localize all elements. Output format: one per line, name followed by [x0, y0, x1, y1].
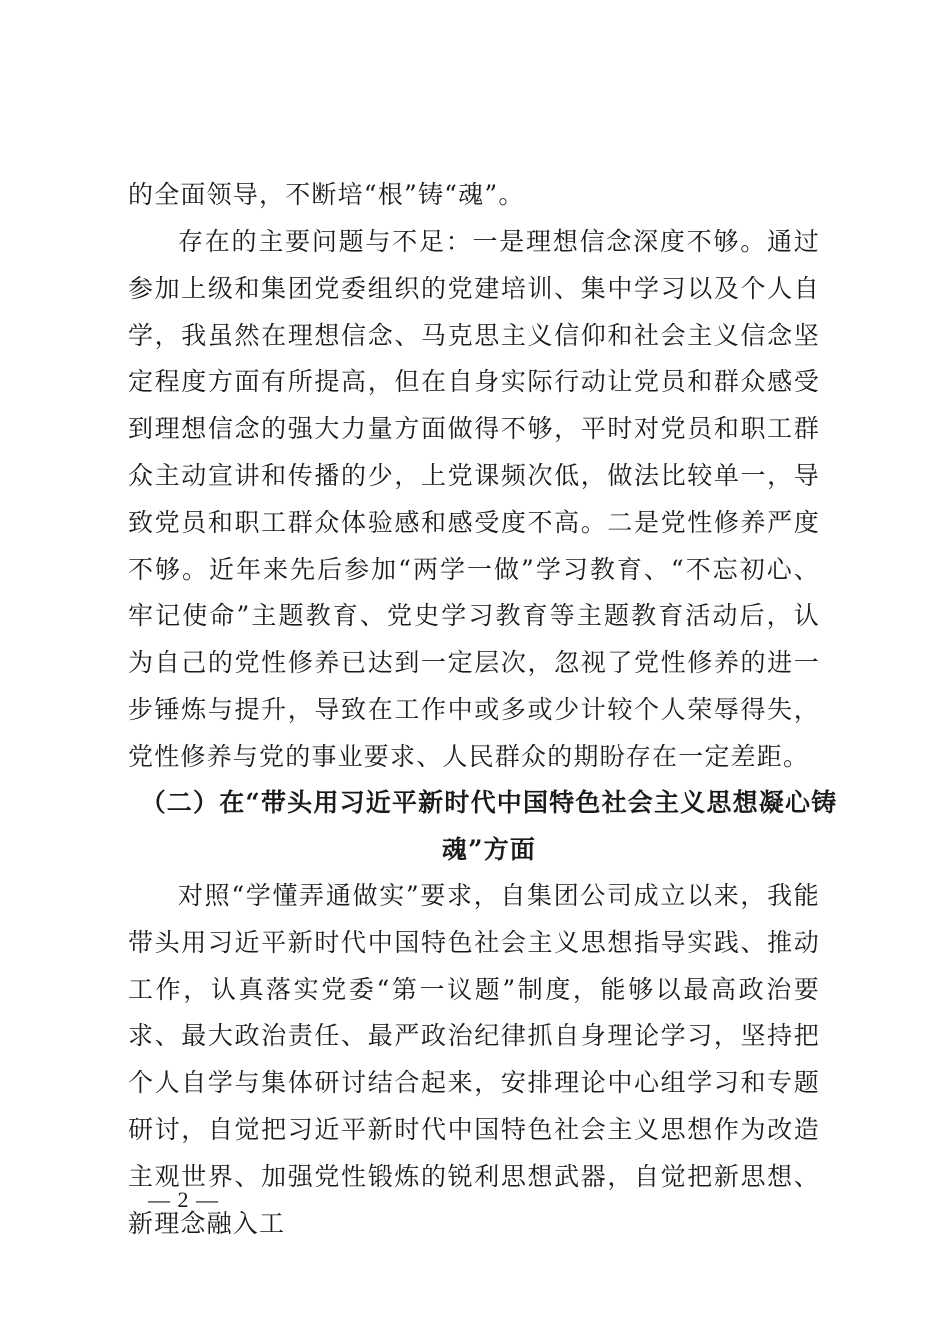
contrast-paragraph: [128, 873, 820, 1247]
continuation-paragraph: [128, 172, 820, 219]
paragraph-text: 的全面领导，不断培“根”铸“魂”。: [128, 180, 525, 209]
paragraph-text: 对照“学懂弄通做实”要求，自集团公司成立以来，我能带头用习近平新时代中国特色社会主义思想指导实践、推动工作，认真落实党委“第一议题”制度，能够以最高政治要求、最大政治责任、最严政治纪律抓自身理论学习，坚持把个人自学与集体研讨结合起来，安排理论中心组学习和专题研讨，自觉把习近平新时代中国特色社会主义思想作为改造主观世界、加强党性锻炼的锐利思想武器，自觉把新思想、新理念融入工: [128, 881, 820, 1238]
paragraph-text: 存在的主要问题与不足：一是理想信念深度不够。通过参加上级和集团党委组织的党建培训、集中学习以及个人自学，我虽然在理想信念、马克思主义信仰和社会主义信念坚定程度方面有所提高，但在自身实际行动让党员和群众感受到理想信念的强大力量方面做得不够，平时对党员和职工群众主动宣讲和传播的少，上党课频次低，做法比较单一，导致党员和职工群众体验感和感受度不高。二是党性修养严度不够。近年来先后参加“两学一做”学习教育、“不忘初心、牢记使命”主题教育、党史学习教育等主题教育活动后，认为自己的党性修养已达到一定层次，忽视了党性修养的进一步锤炼与提升，导致在工作中或多或少计较个人荣辱得失，党性修养与党的事业要求、人民群众的期盼存在一定差距。: [128, 227, 820, 771]
problems-paragraph: [128, 219, 820, 781]
page-number: — 2 —: [148, 1187, 219, 1212]
section-heading: [128, 780, 850, 874]
heading-text: （二）在“带头用习近平新时代中国特色社会主义思想凝心铸魂”方面: [140, 788, 838, 864]
